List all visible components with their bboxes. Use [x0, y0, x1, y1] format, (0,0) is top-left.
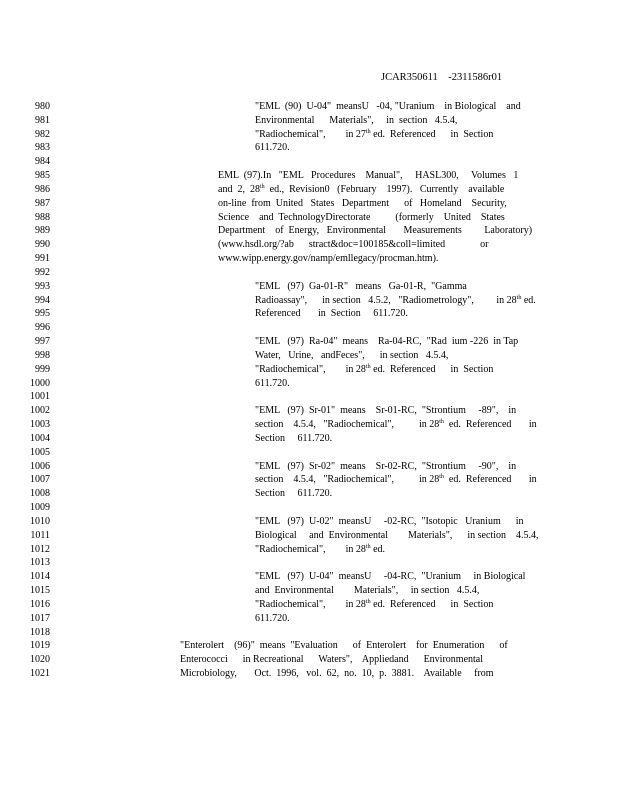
line-number: 987 — [35, 197, 50, 209]
line-text — [255, 515, 524, 529]
line-number: 981 — [35, 114, 50, 126]
line-text-part: on-line from United States Department of Homeland Security, — [218, 197, 507, 209]
line-text-part: "EML (97) U-04" meansU -04-RC, "Uranium in Biological — [255, 571, 526, 583]
line-number: 988 — [35, 211, 50, 223]
ordinal-superscript: th — [439, 419, 444, 426]
line-number: 984 — [35, 156, 50, 168]
line-number: 1004 — [30, 432, 50, 444]
line-number: 980 — [35, 101, 50, 112]
line-text-part: and 2, 28 — [218, 183, 260, 195]
line-number: 1003 — [30, 419, 50, 431]
line-number: 994 — [35, 294, 50, 306]
line-text-part: ed. — [370, 543, 386, 555]
line-text — [255, 598, 493, 612]
line-text-part: Enterococci in Recreational Waters", Appliedand Environmental — [180, 654, 484, 666]
line-number: 1008 — [30, 488, 50, 500]
line-text — [255, 128, 493, 142]
line-number: 1006 — [30, 460, 50, 472]
line-text-part: 611.720. — [255, 377, 290, 389]
line-number: 999 — [35, 363, 50, 375]
ordinal-superscript: th — [365, 598, 371, 605]
line-text-part: 611.720. — [255, 142, 290, 154]
line-number: 1000 — [30, 377, 50, 389]
document-header: JCAR350611 -2311586r01 — [381, 72, 503, 83]
line-text-part: ed., Revision0 (February 1997). Currently available — [264, 183, 505, 195]
line-text-part: "EML (97) Ga-01-R" means Ga-01-R, "Gamma — [255, 280, 467, 292]
ordinal-superscript: th — [365, 543, 371, 550]
line-number: 1010 — [30, 515, 50, 527]
line-text-part: "Radiochemical", in 27 — [255, 128, 366, 140]
line-number: 982 — [35, 128, 50, 140]
line-number: 1018 — [30, 626, 50, 638]
line-text — [218, 169, 518, 183]
line-text — [255, 460, 516, 474]
line-text — [180, 653, 483, 667]
line-text-part: Referenced in Section 611.720. — [255, 308, 408, 320]
line-text — [255, 141, 290, 155]
line-text — [255, 473, 537, 487]
line-text-part: ed. Referenced in — [443, 474, 537, 486]
line-text-part: "Radiochemical", in 28 — [255, 598, 366, 610]
line-text-part: Microbiology, Oct. 1996, vol. 62, no. 10, p. 3881. Available from — [180, 668, 494, 680]
line-text-part: Radioassay", in section 4.5.2, "Radiometrology", in 28 — [255, 294, 517, 306]
line-text-part: Science and TechnologyDirectorate (formerly United States — [218, 211, 505, 223]
ordinal-superscript: th — [365, 363, 371, 370]
line-number: 1009 — [30, 502, 50, 514]
line-text — [218, 252, 438, 266]
line-text-part: Environmental Materials", in section 4.5.4, — [255, 114, 458, 126]
line-text-part: ed. — [521, 294, 536, 306]
line-text — [255, 404, 516, 418]
line-text — [255, 280, 467, 294]
line-text-part: "EML (97) U-02" meansU -02-RC, "Isotopic Uranium in — [255, 515, 524, 527]
line-number: 985 — [35, 170, 50, 182]
line-text-part: "EML (97) Sr-02" means Sr-02-RC, "Strontium -90", in — [255, 460, 517, 472]
line-text-part: "Radiochemical", in 28 — [255, 543, 366, 555]
line-number: 1017 — [30, 612, 50, 624]
line-text-part: section 4.5.4, "Radiochemical", in 28 — [255, 419, 440, 431]
line-text — [218, 183, 504, 197]
line-text — [255, 307, 408, 321]
ordinal-superscript: th — [516, 294, 522, 301]
ordinal-superscript: th — [259, 183, 265, 190]
line-text-part: www.wipp.energy.gov/namp/emllegacy/procman.htm). — [218, 253, 439, 265]
line-number: 1013 — [30, 557, 50, 569]
line-text — [255, 432, 332, 446]
line-text-part: "Enterolert (96)" means "Evaluation of Enterolert for Enumeration of — [180, 640, 508, 652]
line-text — [255, 543, 385, 557]
line-text — [218, 211, 505, 225]
line-number: 986 — [35, 183, 50, 195]
line-text-part: "EML (97) Ra-04" means Ra-04-RC, "Rad ium -226 in Tap — [255, 336, 519, 348]
line-text-part: ed. Referenced in Section — [370, 128, 494, 140]
line-text — [255, 418, 537, 432]
line-number: 1021 — [30, 668, 50, 680]
line-text — [255, 570, 525, 584]
line-text — [255, 363, 493, 377]
line-number: 992 — [35, 266, 50, 278]
line-text-part: EML (97).In "EML Procedures Manual", HASL300, Volumes 1 — [218, 170, 519, 182]
line-text — [180, 667, 494, 681]
line-text — [255, 612, 290, 626]
line-text-part: 611.720. — [255, 612, 290, 624]
line-number: 1020 — [30, 654, 50, 666]
line-text-part: ed. Referenced in Section — [370, 363, 494, 375]
line-text — [180, 639, 508, 653]
line-text — [255, 584, 479, 598]
line-text-part: Department of Energy, Environmental Measurements Laboratory) — [218, 225, 533, 237]
line-number: 996 — [35, 322, 50, 334]
line-text — [218, 197, 507, 211]
line-number: 1002 — [30, 405, 50, 417]
ordinal-superscript: th — [439, 474, 444, 481]
line-text — [255, 335, 518, 349]
line-number: 998 — [35, 349, 50, 361]
line-number: 997 — [35, 336, 50, 348]
line-text-part: section 4.5.4, "Radiochemical", in 28 — [255, 474, 440, 486]
line-text — [255, 529, 538, 543]
line-number: 1007 — [30, 474, 50, 486]
line-number: 983 — [35, 142, 50, 154]
line-number: 993 — [35, 280, 50, 292]
line-number: 1014 — [30, 571, 50, 583]
line-text-part: and Environmental Materials", in section 4.5.4, — [255, 585, 480, 597]
line-text-part: "Radiochemical", in 28 — [255, 363, 366, 375]
line-text-part: Water, Urine, andFeces", in section 4.5.4, — [255, 349, 449, 361]
line-text-part: "EML (90) U-04" meansU -04, "Uranium in Biological and — [255, 101, 521, 112]
line-number: 1015 — [30, 585, 50, 597]
line-text-part: ed. Referenced in Section — [370, 598, 494, 610]
line-text — [255, 349, 448, 363]
line-number: 1001 — [30, 391, 50, 403]
line-text — [255, 487, 332, 501]
line-text-part: ed. Referenced in — [443, 419, 537, 431]
line-text-part: Section 611.720. — [255, 488, 333, 500]
line-text — [218, 224, 532, 238]
line-number: 990 — [35, 239, 50, 251]
line-text-part: Biological and Environmental Materials", in section 4.5.4, — [255, 529, 539, 541]
line-text-part: Section 611.720. — [255, 432, 333, 444]
line-text — [255, 100, 521, 114]
line-number: 1019 — [30, 640, 50, 652]
line-text-part: "EML (97) Sr-01" means Sr-01-RC, "Strontium -89", in — [255, 405, 517, 417]
line-text — [255, 114, 457, 128]
line-number: 1012 — [30, 543, 50, 555]
line-text — [218, 238, 488, 252]
line-number: 995 — [35, 308, 50, 320]
line-number: 1011 — [30, 529, 50, 541]
line-text — [255, 377, 290, 391]
line-number: 1005 — [30, 446, 50, 458]
line-number: 1016 — [30, 598, 50, 610]
line-number: 989 — [35, 225, 50, 237]
line-number: 991 — [35, 253, 50, 265]
ordinal-superscript: th — [365, 128, 371, 135]
line-text — [255, 294, 536, 308]
line-text-part: (www.hsdl.org/?ab stract&doc=100185&coll=limited or — [218, 239, 489, 251]
